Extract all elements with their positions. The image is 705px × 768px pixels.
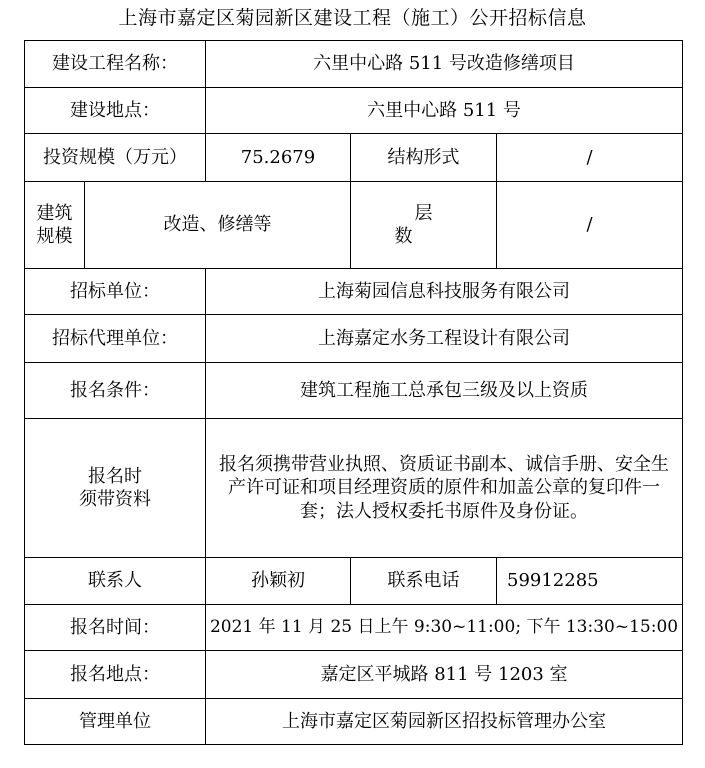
reg-time-value: 2021 年 11 月 25 日上午 9:30~11:00; 下午 13:30~15:00 (206, 605, 683, 651)
row-tenderer (25, 269, 683, 315)
tender-info-table (24, 40, 683, 745)
tenderer-value: 上海菊园信息科技服务有限公司 (206, 269, 683, 315)
row-project-name (25, 41, 683, 88)
phone-label: 联系电话 (351, 558, 497, 605)
documents-label-line1: 报名时 (88, 465, 142, 487)
row-conditions (25, 363, 683, 419)
building-scale-label (25, 182, 85, 269)
row-documents (25, 419, 683, 558)
building-scale-label-line2: 规模 (36, 226, 73, 247)
contact-value: 孙颖初 (206, 558, 351, 605)
agent-label: 招标代理单位： (25, 315, 206, 363)
documents-value: 报名须携带营业执照、资质证书副本、诚信手册、安全生产许可证和项目经理资质的原件和加盖公章的复印件一套；法人授权委托书原件及身份证。 (206, 419, 683, 558)
row-reg-time (25, 605, 683, 651)
location-value: 六里中心路 511 号 (206, 88, 683, 134)
row-agent (25, 315, 683, 363)
row-contact (25, 558, 683, 605)
row-management (25, 699, 683, 745)
reg-time-label: 报名时间： (25, 605, 206, 651)
reg-place-value: 嘉定区平城路 811 号 1203 室 (206, 651, 683, 699)
conditions-label: 报名条件： (25, 363, 206, 419)
contact-label: 联系人 (25, 558, 206, 605)
building-scale-value: 改造、修缮等 (85, 182, 351, 269)
documents-label (25, 419, 206, 558)
floors-label: 层数 (394, 202, 473, 247)
phone-value: 59912285 (497, 558, 683, 605)
project-name-label: 建设工程名称： (25, 41, 206, 88)
structure-value: / (497, 134, 683, 182)
management-value: 上海市嘉定区菊园新区招投标管理办公室 (206, 699, 683, 745)
row-reg-place (25, 651, 683, 699)
structure-label: 结构形式 (351, 134, 497, 182)
agent-value: 上海嘉定水务工程设计有限公司 (206, 315, 683, 363)
document-title: 上海市嘉定区菊园新区建设工程（施工）公开招标信息 (118, 7, 587, 29)
conditions-value: 建筑工程施工总承包三级及以上资质 (206, 363, 683, 419)
documents-label-line2: 须带资料 (79, 489, 151, 510)
management-label: 管理单位 (25, 699, 206, 745)
location-label: 建设地点： (25, 88, 206, 134)
investment-label: 投资规模（万元） (25, 134, 206, 182)
tenderer-label: 招标单位： (25, 269, 206, 315)
building-scale-label-line1: 建筑 (36, 202, 73, 224)
row-investment (25, 134, 683, 182)
row-location (25, 88, 683, 134)
reg-place-label: 报名地点： (25, 651, 206, 699)
project-name-value: 六里中心路 511 号改造修缮项目 (206, 41, 683, 88)
row-building-scale (25, 182, 683, 269)
investment-value: 75.2679 (206, 134, 351, 182)
floors-label-cell (351, 182, 497, 269)
floors-value: / (497, 182, 683, 269)
